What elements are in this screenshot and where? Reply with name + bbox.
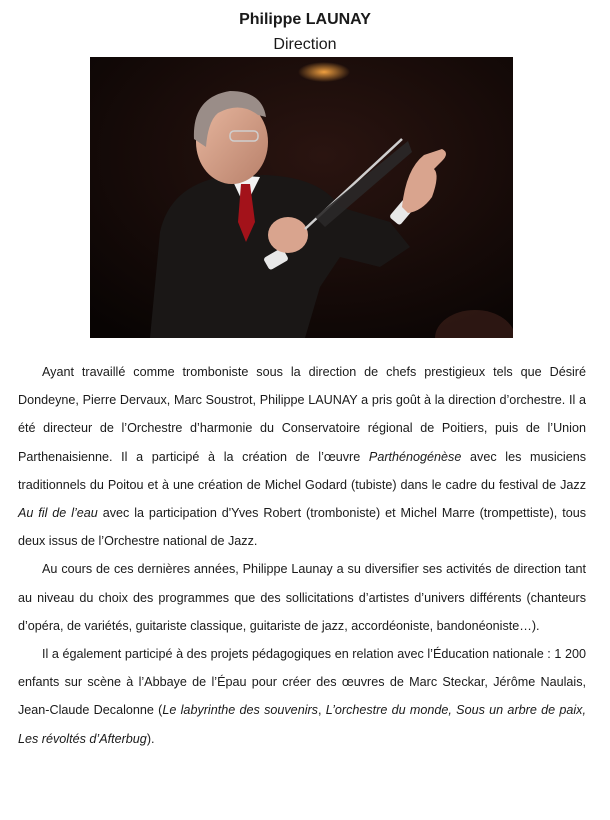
paragraph-2 [18, 555, 586, 640]
festival-title: Au fil de l’eau [18, 506, 98, 521]
left-hand [268, 217, 308, 253]
stage-light [298, 62, 350, 82]
work-title: Parthénogénèse [368, 449, 462, 464]
text-span: Au cours de ces dernières années, Philippe Launay a su diversifier ses activités de direction tant au niveau du choix des programmes que des sollicitations d’artistes d’univers différents (chanteurs d’opéra, de variétés, guitariste classique, guitariste de jazz, accordéoniste, bandonéoniste…). [18, 562, 586, 633]
biography-text [18, 358, 586, 753]
page-subtitle: Direction [273, 36, 337, 53]
text-span: , [317, 703, 326, 718]
page-title: Philippe LAUNAY [239, 11, 371, 28]
text-span: ). [146, 731, 155, 746]
paragraph-3 [18, 640, 586, 753]
text-span: avec les musiciens traditionnels du Poitou et à une création de Michel Godard (tubiste) dans le cadre du festival de Jazz [18, 449, 587, 492]
paragraph-1 [18, 358, 586, 555]
text-span: Il a également participé à des projets pédagogiques en relation avec l’Éducation nationale : 1 200 enfants sur scène à l’Abbaye de l’Épau pour créer des œuvres de Marc Steckar, Jérôme Naulais, Jean-Claude Decalonne ( [18, 647, 586, 718]
conductor-photo [90, 57, 513, 338]
text-span: Ayant travaillé comme tromboniste sous la direction de chefs prestigieux tels que Désiré Dondeyne, Pierre Dervaux, Marc Soustrot, Philippe LAUNAY a pris goût à la direction d’orchestre. Il a été directeur de l’Orchestre d’harmonie du Conservatoire régional de Poitiers, puis de l’Union Parthenaisienne. Il a participé à la création de l’œuvre [18, 365, 586, 464]
text-span: avec la participation d'Yves Robert (tromboniste) et Michel Marre (trompettiste), tous deux issus de l’Orchestre national de Jazz. [18, 506, 586, 549]
conductor-illustration [90, 57, 513, 338]
work-title: Le labyrinthe des souvenirs [162, 703, 318, 718]
work-titles: L’orchestre du monde, Sous un arbre de paix, Les révoltés d’Afterbug [18, 703, 586, 746]
